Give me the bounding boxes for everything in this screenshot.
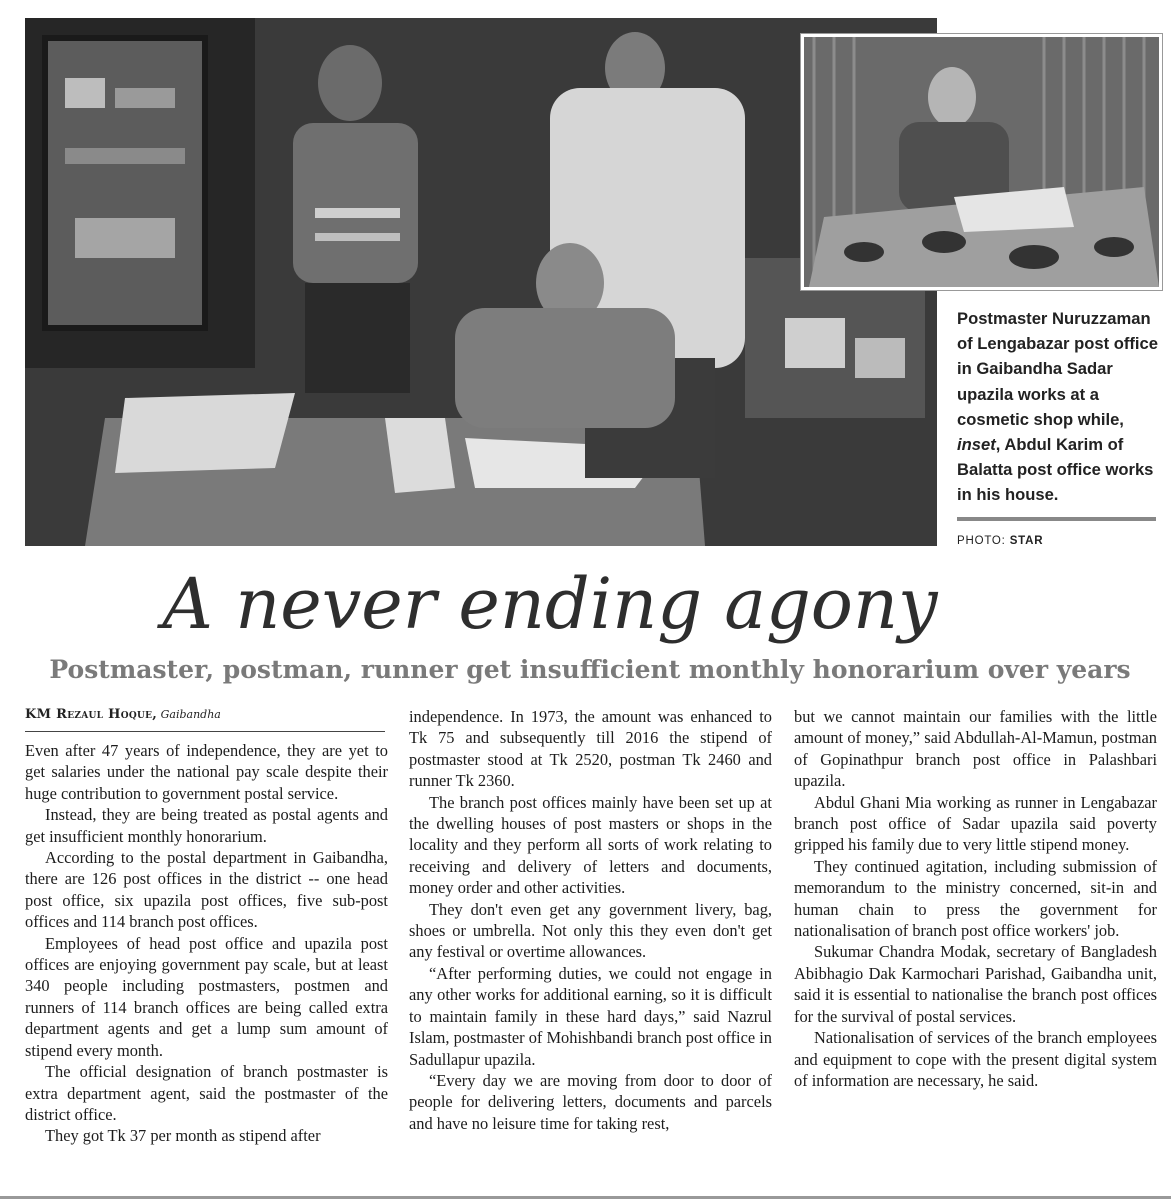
article-column-1: [25, 740, 388, 1147]
caption-text-start: Postmaster Nuruzzaman of Lengabazar post office in Gaibandha Sadar upazila works at a cosmetic shop while,: [957, 309, 1158, 429]
paragraph: Sukumar Chandra Modak, secretary of Bangladesh Abibhagio Dak Karmochari Parishad, Gaibandha unit, said it is essential to nationalise the branch post offices for the survival of postal services.: [794, 942, 1157, 1026]
paragraph: Abdul Ghani Mia working as runner in Lengabazar branch post office of Sadar upazila said poverty gripped his family due to very little stipend money.: [794, 792, 1157, 855]
paragraph: According to the postal department in Gaibandha, there are 126 post offices in the district -- one head post office, six upazila post offices, five sub-post offices and 114 branch post offices.: [25, 848, 388, 932]
photo-credit-label: PHOTO:: [957, 535, 1010, 547]
article-column-3: [794, 706, 1157, 1091]
paragraph: They don't even get any government livery, bag, shoes or umbrella. Not only this they even don't get any festival or overtime allowances.: [409, 899, 772, 962]
paragraph: The official designation of branch postmaster is extra department agent, said the postmaster of the district office.: [25, 1062, 388, 1124]
paragraph: They got Tk 37 per month as stipend after: [45, 1126, 321, 1146]
photo-caption: [957, 306, 1162, 508]
page-bottom-rule: [0, 1196, 1171, 1199]
paragraph: The branch post offices mainly have been set up at the dwelling houses of post masters or shops in the locality and they perform all sorts of work relating to receiving and delivery of letters and documents, money order and other activities.: [409, 792, 772, 898]
photo-credit-source: STAR: [1009, 535, 1044, 547]
byline-place: Gaibandha: [157, 708, 221, 721]
paragraph: but we cannot maintain our families with the little amount of money,” said Abdullah-Al-Mamun, postman of Gopinathpur branch post office in Palashbari upazila.: [794, 707, 1157, 791]
inset-photo-illustration: [804, 37, 1159, 287]
paragraph: Instead, they are being treated as postal agents and get insufficient monthly honorarium.: [25, 805, 388, 846]
paragraph: “Every day we are moving from door to door of people for delivering letters, documents and parcels and have no leisure time for taking rest,: [409, 1070, 772, 1133]
byline-name: KM Rezaul Hoque,: [25, 707, 158, 722]
inset-photo: [801, 34, 1162, 290]
byline-divider: [25, 731, 385, 732]
caption-text-end: , Abdul Karim of Balatta post office works in his house.: [957, 435, 1154, 505]
paragraph: They continued agitation, including submission of memorandum to the ministry concerned, sit-in and human chain to press the government for nationalisation of branch post office workers' job.: [794, 856, 1157, 941]
paragraph: Nationalisation of services of the branch employees and equipment to cope with the present digital system of information are necessary, he said.: [794, 1028, 1157, 1090]
caption-divider: [957, 517, 1156, 521]
paragraph: independence. In 1973, the amount was enhanced to Tk 75 and subsequently till 2016 the stipend of postmaster stood at Tk 2520, postman Tk 2460 and runner Tk 2360.: [409, 707, 772, 791]
caption-inset-word: inset: [957, 435, 996, 455]
headline: A never ending agony: [162, 563, 938, 645]
byline: [25, 707, 221, 722]
article-column-2: [409, 706, 772, 1134]
photo-credit: [957, 535, 1043, 547]
paragraph: “After performing duties, we could not engage in any other works for additional earning, so it is difficult to maintain family in these hard days,” said Nazrul Islam, postmaster of Mohishbandi branch post office in Sadullapur upazila.: [409, 963, 772, 1069]
paragraph: Employees of head post office and upazila post offices are enjoying government pay scale, but at least 340 people including postmasters, postmen and runners of 114 branch offices are being called extra department agents and get a lump sum amount of stipend every month.: [25, 933, 388, 1060]
subheadline: Postmaster, postman, runner get insufficient monthly honorarium over years: [49, 655, 1131, 684]
paragraph: Even after 47 years of independence, they are yet to get salaries under the national pay scale despite their huge contribution to government postal service.: [25, 741, 388, 803]
